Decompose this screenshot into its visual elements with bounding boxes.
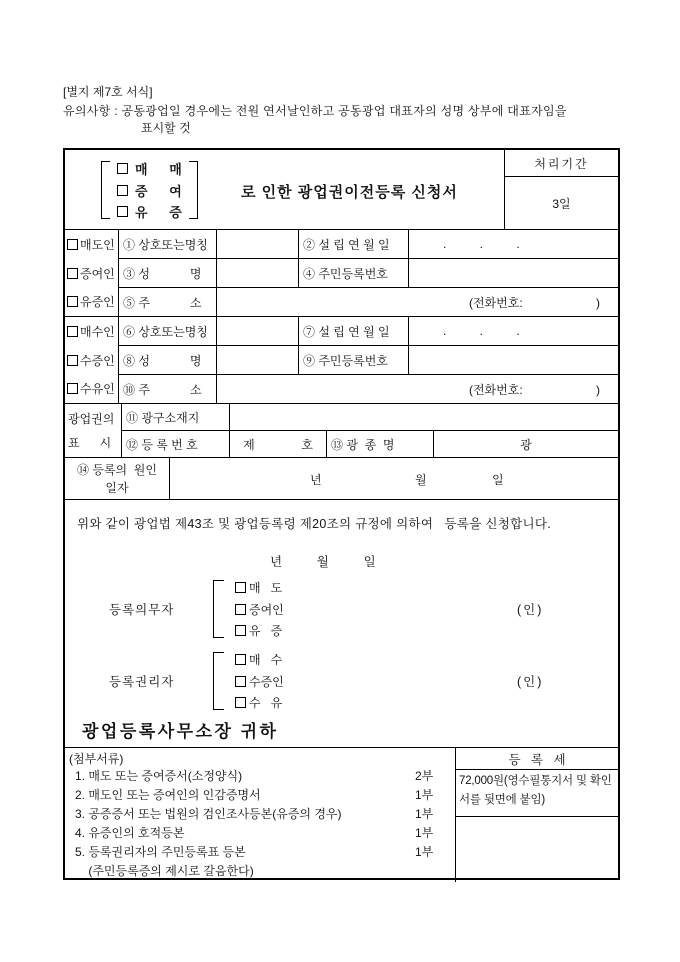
cause-year-label: 년 — [310, 473, 322, 487]
checkbox-legatee-icon[interactable] — [67, 383, 78, 394]
obligor-seal-mark: (인) — [517, 603, 544, 617]
obligor-option-sale[interactable] — [235, 579, 284, 596]
rightee-bracket — [213, 652, 224, 710]
obligor-label: 등록의무자 — [109, 603, 175, 617]
attachment-item — [69, 824, 449, 843]
attachment-item-text: 5. 등록권리자의 주민등록표 등본 — [75, 845, 246, 859]
checkbox-rightee-legatee-icon[interactable] — [235, 697, 246, 708]
transfer-type-checkbox-group — [101, 159, 198, 221]
transferee-person-name-label: ⑧ 성 명 — [119, 346, 217, 374]
transferor-role-column — [65, 230, 119, 316]
checkbox-bequest-label: 유 증 — [135, 205, 182, 220]
transferee-role-column — [65, 317, 119, 403]
checkbox-obligor-bequest-icon[interactable] — [235, 625, 246, 636]
mining-right-section — [65, 403, 618, 457]
attachment-item-count: 1부 — [415, 826, 434, 840]
transferee-section — [65, 316, 618, 403]
role-seller-label: 매도인 — [80, 237, 115, 252]
role-donee-label: 수증인 — [80, 353, 115, 368]
transferee-person-name-field[interactable] — [217, 346, 299, 374]
registration-cause-row — [65, 457, 618, 499]
attachment-item — [69, 805, 449, 824]
title-section — [65, 150, 618, 229]
application-form-table — [63, 148, 620, 880]
checkbox-gift-label: 증 여 — [135, 183, 182, 199]
transferor-establishment-date-label: ② 설 립 연 월 일 — [299, 230, 409, 258]
role-donor[interactable] — [65, 259, 118, 288]
checkbox-bequest-icon[interactable] — [117, 206, 128, 217]
checkbox-rightee-donee-icon[interactable] — [235, 676, 246, 687]
rightee-sign-group — [65, 650, 618, 712]
left-bracket — [101, 161, 110, 219]
attachment-item-text: 2. 매도인 또는 증여인의 인감증명서 — [75, 788, 261, 802]
mine-location-label: ⑪ 광구소재지 — [122, 404, 230, 430]
form-number-note: [별지 제7호 서식] — [63, 85, 153, 99]
role-buyer[interactable] — [65, 317, 118, 346]
processing-time-value: 3일 — [552, 196, 571, 211]
attachment-item — [69, 862, 449, 881]
attachments-list — [65, 748, 455, 882]
registration-tax-value: 72,000원(영수필통지서 및 확인서를 뒷면에 붙임) — [456, 770, 618, 817]
transferee-address-field[interactable] — [217, 375, 618, 403]
mining-right-label-line2: 표 시 — [68, 436, 112, 451]
role-legatee[interactable] — [65, 374, 118, 403]
mine-location-field[interactable] — [230, 404, 618, 430]
obligor-sign-group — [65, 578, 618, 640]
processing-time-cell — [504, 150, 618, 229]
title-main-cell — [65, 150, 504, 229]
checkbox-option-sale[interactable] — [117, 159, 182, 178]
transferee-resident-no-field[interactable] — [409, 346, 618, 374]
role-donor-label: 증여인 — [80, 266, 115, 281]
right-bracket — [189, 161, 198, 219]
registration-tax-cell — [455, 748, 618, 882]
recipient-title: 광업등록사무소장 귀하 — [82, 722, 279, 741]
transferor-resident-no-field[interactable] — [409, 259, 618, 287]
rightee-option-donee[interactable] — [235, 673, 284, 690]
checkbox-sale-icon[interactable] — [117, 163, 128, 174]
checkbox-gift-icon[interactable] — [117, 185, 128, 196]
obligor-option-bequest[interactable] — [235, 622, 284, 639]
transferee-resident-no-label: ⑨ 주민등록번호 — [299, 346, 409, 374]
attachment-item-text: 1. 매도 또는 증여증서(소정양식) — [75, 769, 243, 783]
transferee-address-label: ⑩ 주 소 — [119, 375, 217, 403]
checkbox-sale-label: 매 매 — [135, 162, 182, 177]
attachment-item-count: 1부 — [415, 845, 434, 859]
cause-day-label: 일 — [492, 473, 504, 487]
transferor-person-name-label: ③ 성 명 — [119, 259, 217, 287]
transferee-establishment-date-label: ⑦ 설 립 연 월 일 — [299, 317, 409, 345]
mining-right-label-line1: 광업권의 — [68, 411, 115, 426]
registration-no-label: ⑫ 등 록 번 호 — [122, 431, 230, 457]
transferor-section — [65, 229, 618, 316]
transferee-company-name-field[interactable] — [217, 317, 299, 345]
attachment-item-count: 1부 — [415, 788, 434, 802]
transferor-company-name-field[interactable] — [217, 230, 299, 258]
attachments-section — [65, 747, 618, 882]
declaration-statement: 위와 같이 광업법 제43조 및 광업등록령 제20조의 규정에 의하여 등록을 신청합니다. — [77, 517, 552, 531]
transferee-phone-label: (전화번호: ) — [468, 382, 600, 397]
attachment-item-text: 3. 공증증서 또는 법원의 검인조사등본(유증의 경우) — [75, 807, 342, 821]
notice-text-line2: 표시할 것 — [141, 121, 191, 135]
transferor-company-name-label: ① 상호또는명칭 — [119, 230, 217, 258]
role-buyer-label: 매수인 — [80, 324, 115, 339]
attachment-item — [69, 767, 449, 786]
attachment-item-count — [415, 862, 449, 881]
processing-time-label: 처리기간 — [505, 150, 618, 177]
rightee-buy-label: 매 수 — [249, 653, 283, 667]
declaration-section — [65, 499, 618, 747]
role-testator[interactable] — [65, 287, 118, 316]
checkbox-seller-icon[interactable] — [67, 239, 78, 250]
obligor-option-donor[interactable] — [235, 601, 284, 618]
mineral-type-field[interactable]: 광 — [520, 437, 532, 452]
cause-month-label: 월 — [415, 473, 427, 487]
checkbox-buyer-icon[interactable] — [67, 326, 78, 337]
declaration-date-line: 년 월 일 — [270, 555, 376, 569]
checkbox-donor-icon[interactable] — [67, 268, 78, 279]
attachment-item — [69, 786, 449, 805]
mineral-type-label: ⑬ 광 종 명 — [327, 431, 434, 457]
registration-tax-empty-cell — [456, 817, 618, 882]
form-title: 로 인한 광업권이전등록 신청서 — [241, 184, 458, 201]
checkbox-obligor-donor-icon[interactable] — [235, 604, 246, 615]
transferor-establishment-date-field[interactable]: . . . — [443, 237, 520, 251]
registration-tax-label: 등 록 세 — [456, 748, 618, 770]
rightee-legatee-label: 수 유 — [249, 696, 283, 710]
rightee-donee-label: 수증인 — [249, 674, 284, 689]
checkbox-rightee-buy-icon[interactable] — [235, 654, 246, 665]
registration-cause-date-field[interactable] — [170, 458, 618, 499]
role-seller[interactable] — [65, 230, 118, 259]
role-testator-label: 유증인 — [80, 295, 115, 310]
attachment-item — [69, 843, 449, 862]
role-legatee-label: 수유인 — [80, 382, 115, 397]
checkbox-testator-icon[interactable] — [67, 296, 78, 307]
transferor-resident-no-label: ④ 주민등록번호 — [299, 259, 409, 287]
transferee-establishment-date-field[interactable]: . . . — [443, 324, 520, 338]
attachment-item-text: 4. 유증인의 호적등본 — [75, 826, 185, 840]
transferee-company-name-label: ⑥ 상호또는명칭 — [119, 317, 217, 345]
rightee-option-buy[interactable] — [235, 651, 284, 668]
rightee-label: 등록권리자 — [109, 675, 175, 689]
role-donee[interactable] — [65, 346, 118, 375]
registration-cause-label — [65, 458, 170, 499]
obligor-sale-label: 매 도 — [249, 581, 283, 595]
attachment-item-text: (주민등록증의 제시로 갈음한다) — [75, 864, 254, 878]
obligor-donor-label: 증여인 — [249, 602, 284, 617]
transferor-person-name-field[interactable] — [217, 259, 299, 287]
cause-label-line2: 일자 — [105, 480, 129, 495]
checkbox-donee-icon[interactable] — [67, 355, 78, 366]
rightee-seal-mark: (인) — [517, 675, 544, 689]
mining-right-section-label — [65, 404, 122, 457]
checkbox-option-gift[interactable] — [117, 181, 182, 200]
attachments-title: (첨부서류) — [69, 752, 124, 766]
transferor-address-label: ⑤ 주 소 — [119, 288, 217, 316]
registration-no-field[interactable]: 제 호 — [230, 431, 327, 457]
attachment-item-count: 2부 — [415, 769, 434, 783]
checkbox-obligor-sale-icon[interactable] — [235, 582, 246, 593]
transferor-phone-label: (전화번호: ) — [468, 295, 600, 310]
attachment-item-count: 1부 — [415, 807, 434, 821]
obligor-bracket — [213, 580, 224, 638]
transferor-address-field[interactable] — [217, 288, 618, 316]
rightee-option-legatee[interactable] — [235, 694, 284, 711]
notice-text-line1: 유의사항 : 공동광업일 경우에는 전원 연서날인하고 공동광업 대표자의 성명 상부에 대표자임을 — [63, 104, 567, 118]
checkbox-option-bequest[interactable] — [117, 202, 182, 221]
cause-label-line1: ⑭ 등록의 원인 — [77, 462, 157, 477]
obligor-bequest-label: 유 증 — [249, 624, 283, 638]
